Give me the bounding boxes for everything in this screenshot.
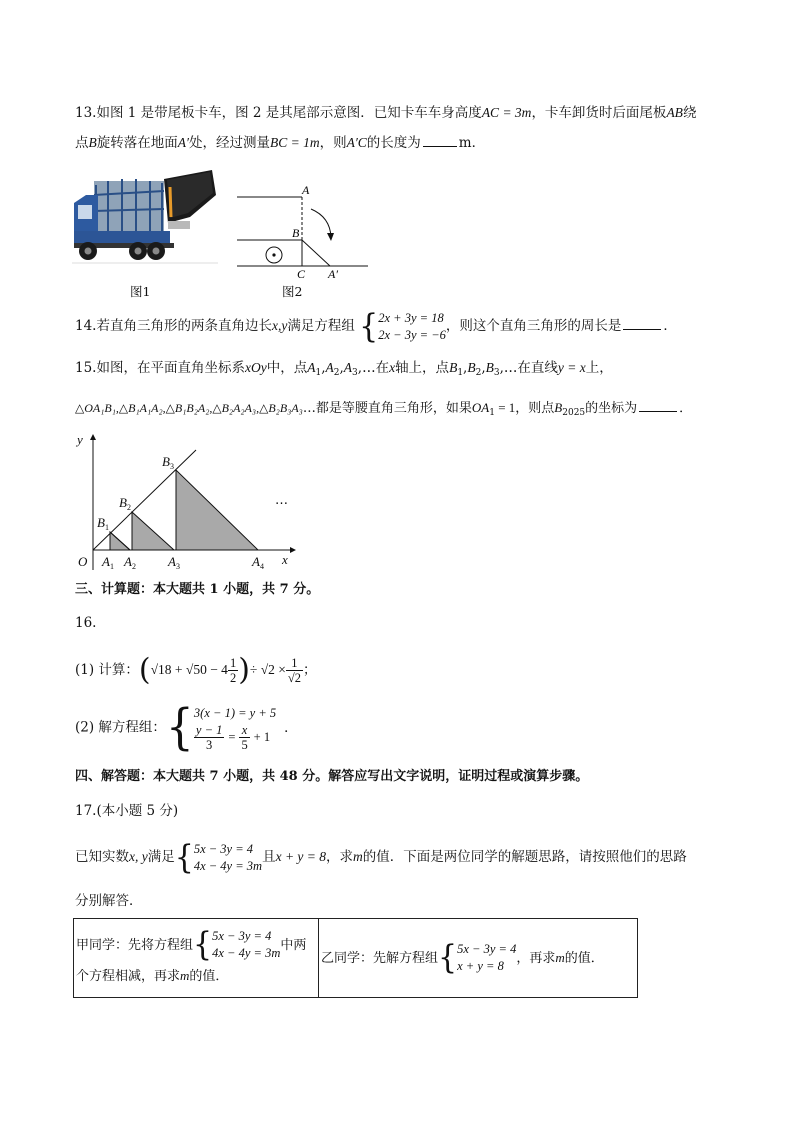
solution-table bbox=[73, 918, 638, 998]
answer-blank bbox=[639, 399, 677, 412]
q17-line2: 分别解答． bbox=[75, 893, 143, 909]
axis-x-label: x bbox=[282, 552, 288, 567]
A3-label: $A_3$ bbox=[168, 554, 180, 571]
jia-cell: 甲同学：先将方程组{ 5x − 3y = 4 4x − 4y = 3m 中两 个方程相减，再求m的值． bbox=[74, 919, 319, 998]
q17-header: 17.(本小题 5 分) bbox=[75, 803, 179, 819]
fig1-caption: 图1 bbox=[130, 284, 151, 299]
point-A-prime-label: A′ bbox=[328, 267, 338, 281]
left-brace: { bbox=[359, 306, 379, 346]
origin-label: O bbox=[78, 554, 88, 569]
tailgate-diagram bbox=[234, 183, 374, 281]
left-brace: { bbox=[165, 698, 194, 755]
point-C-label: C bbox=[297, 267, 306, 281]
answer-blank bbox=[423, 134, 457, 147]
ellipsis: … bbox=[275, 493, 288, 508]
q13-line2: 点B旋转落在地面A′处，经过测量BC = 1m，则A′C的长度为 m． bbox=[75, 135, 486, 151]
section4-heading: 四、解答题：本大题共 7 小题，共 48 分。解答应写出文字说明，证明过程或演算步骤。 bbox=[75, 769, 589, 784]
q13-line1: 13.如图 1 是带尾板卡车，图 2 是其尾部示意图．已知卡车车身高度AC = 3m，卡车卸货时后面尾板AB绕 bbox=[75, 105, 697, 121]
triangle-B2A2A3 bbox=[132, 512, 174, 550]
B2-label: $B_2$ bbox=[119, 495, 131, 512]
A4-label: $A_4$ bbox=[252, 554, 264, 571]
B3-label: $B_3$ bbox=[162, 454, 174, 471]
q17-line1: 已知实数x, y满足{ 5x − 3y = 4 4x − 4y = 3m 且x + y = 8，求m的值．下面是两位同学的解题思路，请按照他们的思路 bbox=[75, 837, 687, 877]
answer-blank bbox=[623, 317, 661, 330]
B1-label: $B_1$ bbox=[97, 515, 109, 532]
fig2-caption: 图2 bbox=[282, 284, 303, 299]
point-B-label: B bbox=[292, 226, 300, 240]
q16-part1: (1) 计算：(√18 + √50 − 4 $\frac{1}{2}$ )÷ √2 × $\frac{1}{√2}$ ； bbox=[75, 652, 317, 688]
section3-heading: 三、计算题：本大题共 1 小题，共 7 分。 bbox=[75, 582, 320, 597]
axis-y-label: y bbox=[77, 432, 83, 447]
q16-number: 16. bbox=[75, 615, 97, 631]
truck-photo bbox=[72, 165, 218, 271]
coordinate-graph bbox=[68, 428, 308, 574]
A2-label: $A_2$ bbox=[124, 554, 136, 571]
q16-part2: (2) 解方程组：{ 3(x − 1) = y + 5 $\frac{y - 1}{3}$ = $\frac{x}{5}$ + 1 ． bbox=[75, 698, 298, 755]
q15-line2: △OA₁B₁,△B₁A₁A₂,△B₁B₂A₂,△B₂A₂A₃,△B₂B₃A₃…都是等腰直角三角形，如果$OA_1 = 1$，则点$B_{2025}$的坐标为 ． bbox=[75, 400, 693, 418]
triangle-B3A3A4 bbox=[176, 470, 258, 550]
left-brace: { bbox=[174, 837, 194, 877]
q14-line: 14.若直角三角形的两条直角边长x,y满足方程组 { 2x + 3y = 18 2x − 3y = −6 ，则这个直角三角形的周长是 ． bbox=[75, 306, 677, 346]
yi-cell: 乙同学：先解方程组{ 5x − 3y = 4 x + y = 8 ，再求m的值． bbox=[319, 919, 638, 998]
point-A-label: A bbox=[302, 183, 310, 197]
q15-line1: 15.如图，在平面直角坐标系xOy中，点$A_1,A_2,A_3,\dots$在x轴上，点$B_1,B_2,B_3,\dots$在直线y = x上， bbox=[75, 360, 613, 378]
A1-label: $A_1$ bbox=[102, 554, 114, 571]
